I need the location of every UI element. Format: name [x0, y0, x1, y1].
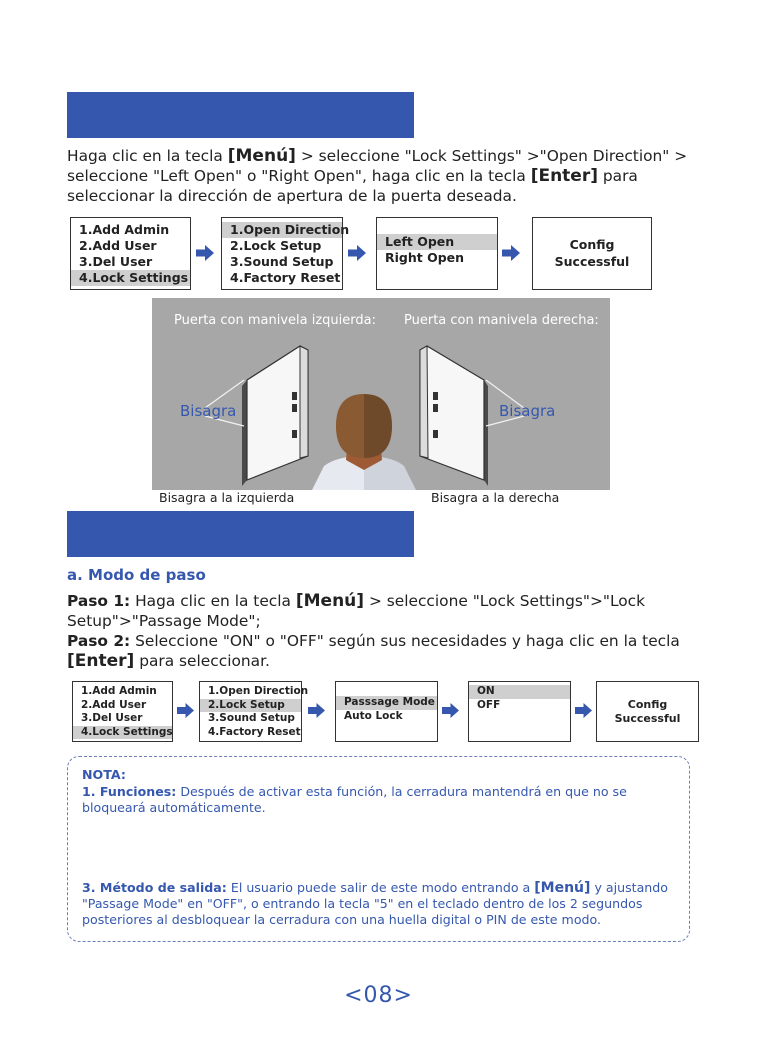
menu-item-lock-settings: 4.Lock Settings [71, 270, 190, 286]
config-successful-box: Config Successful [532, 217, 652, 290]
lock-settings-menu-box [221, 217, 350, 290]
left-hinge-caption: Bisagra a la izquierda [159, 490, 295, 505]
section-header-bar-2 [67, 511, 414, 557]
note-item-3: 3. Método de salida: El usuario puede salir de este modo entrando a [Menú] y ajustando "Passage Mode" en "OFF", o entrando la tecla "5" en el teclado dentro de los 2 segundos posteriores al desbloquear la cerradura con una huella digital o PIN de este modo. [82, 880, 668, 927]
main-menu-box [70, 217, 191, 290]
menu-item-factory-reset: 4.Factory Reset [230, 270, 341, 285]
main-menu-box-2: 1.Add Admin 2.Add User 3.Del User 4.Lock Settings [72, 681, 173, 742]
right-hinge-caption: Bisagra a la derecha [431, 490, 560, 505]
menu-item-lock-setup: 2.Lock Setup [230, 238, 322, 253]
step1-text: Paso 1: Haga clic en la tecla [Menú] > seleccione "Lock Settings">"Lock Setup">"Passage Mode"; [67, 591, 646, 630]
arrow-right-icon [575, 703, 592, 718]
lock-setup-menu-box [335, 681, 438, 742]
arrow-right-icon [177, 703, 194, 718]
menu-item-add-user: 2.Add User [79, 238, 157, 253]
arrow-right-icon [308, 703, 325, 718]
menu-item-open-direction: 1.Open Direction [222, 222, 342, 238]
config-successful-box-2: Config Successful [596, 681, 699, 742]
doors-graphic [152, 298, 610, 490]
menu-item-right-open: Right Open [385, 250, 465, 265]
arrow-right-icon [502, 245, 520, 261]
open-direction-menu-box [376, 217, 498, 290]
menu-item-auto-lock: Auto Lock [344, 709, 403, 722]
right-hinge-label: Bisagra [499, 402, 556, 420]
left-door-title: Puerta con manivela izquierda: [174, 313, 376, 328]
menu-item-passage-mode: Passsage Mode [336, 696, 437, 710]
menu-item-sound-setup: 3.Sound Setup [230, 254, 334, 269]
option-on: ON [469, 685, 570, 699]
note-item-1: 1. Funciones: Después de activar esta función, la cerradura mantendrá en que no se bloqueará automáticamente. [82, 784, 627, 815]
page-number: <08> [344, 983, 413, 1008]
left-hinge-label: Bisagra [180, 402, 237, 420]
menu-item-left-open: Left Open [377, 234, 497, 250]
option-off: OFF [477, 698, 501, 711]
menu-item-del-user: 3.Del User [79, 254, 153, 269]
step2-text: Paso 2: Seleccione "ON" o "OFF" según sus necesidades y haga clic en la tecla [Enter] para seleccionar. [67, 632, 680, 671]
note-title: NOTA: [82, 767, 126, 782]
door-direction-illustration [152, 298, 610, 490]
passage-mode-subtitle: a. Modo de paso [67, 566, 206, 584]
section-header-bar-1 [67, 92, 414, 138]
passage-mode-options-box [468, 681, 571, 742]
right-door-title: Puerta con manivela derecha: [404, 313, 599, 328]
menu-item-add-admin: 1.Add Admin [79, 222, 170, 237]
lock-settings-menu-box-2: 1.Open Direction 2.Lock Setup 3.Sound Setup 4.Factory Reset [199, 681, 302, 742]
arrow-right-icon [442, 703, 459, 718]
arrow-right-icon [348, 245, 366, 261]
arrow-right-icon [196, 245, 214, 261]
section1-instructions: Haga clic en la tecla [Menú] > seleccione "Lock Settings" >"Open Direction" > seleccione "Left Open" o "Right Open", haga clic en la tecla [Enter] para seleccionar la dirección de apertura de la puerta deseada. [67, 146, 688, 205]
